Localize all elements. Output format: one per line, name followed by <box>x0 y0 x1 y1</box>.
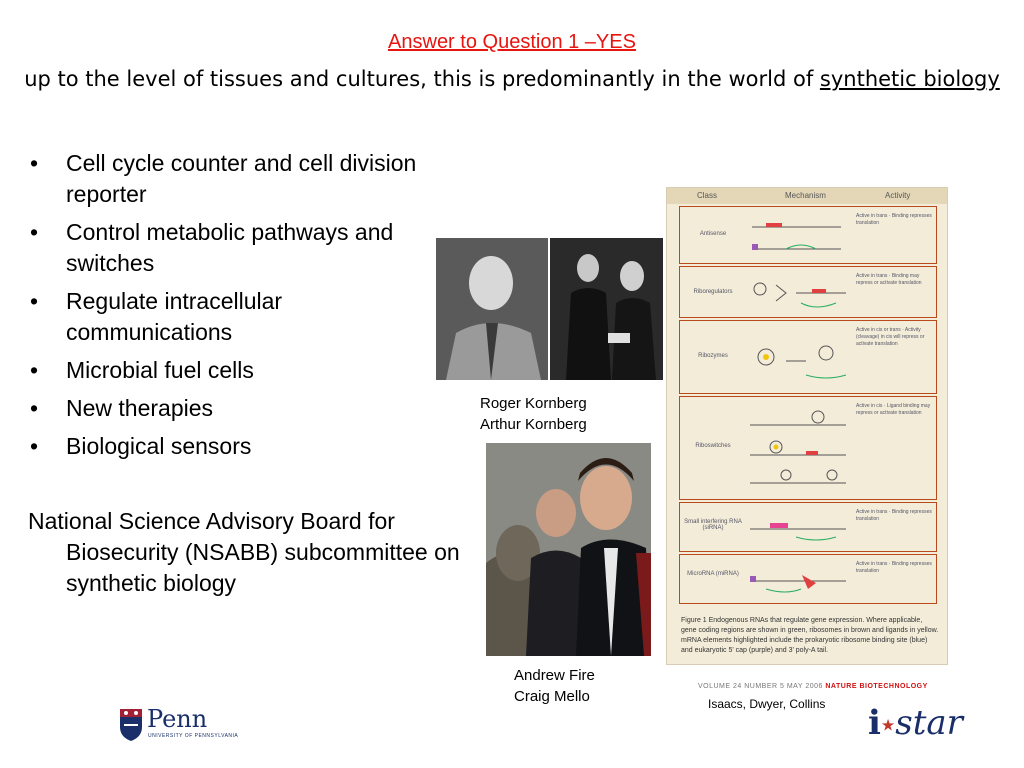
figure-row-label: Antisense <box>699 231 727 237</box>
nsabb-paragraph: National Science Advisory Board for Biosecurity (NSABB) subcommittee on synthetic biology <box>28 508 460 596</box>
bullet-text: Biological sensors <box>66 433 252 459</box>
slide-subtitle <box>20 64 1004 94</box>
figure-row-activity: Active in trans · Binding may repress or activate translation <box>856 273 922 286</box>
figure-header-cell: Activity <box>885 191 911 200</box>
figure-row-activity: Active in cis or trans · Activity (cleavage) in cis will repress or activate translation <box>856 327 925 347</box>
fire-mello-photo-image <box>486 443 651 656</box>
bullet-text: Microbial fuel cells <box>66 357 254 383</box>
bullet-glyph: • <box>30 357 39 383</box>
caption-line: Andrew Fire <box>514 667 595 684</box>
bullet-item <box>28 148 438 210</box>
bullet-glyph: • <box>30 219 39 245</box>
kornberg-photo <box>436 238 663 380</box>
sirna-diagram <box>746 513 851 545</box>
figure-row-label: Riboswitches <box>695 443 731 449</box>
figure-row <box>679 396 937 500</box>
figure-caption: Figure 1 Endogenous RNAs that regulate gene expression. Where applicable, gene coding regions are shown in green, ribosomes in brown and ligands in yellow. mRNA elements highlighted include the prokaryotic ribosome binding site (blue) and eukaryotic 5' cap (purple) and 3' poly-A tail. <box>681 617 939 654</box>
ribozyme-diagram <box>746 331 851 385</box>
kornberg-caption <box>480 393 587 435</box>
antisense-diagram <box>746 213 851 259</box>
bullet-text: New therapies <box>66 395 214 421</box>
authors-line: Isaacs, Dwyer, Collins <box>708 697 826 711</box>
istar-text: star <box>895 703 963 743</box>
bullet-item <box>28 217 438 279</box>
fire-mello-photo <box>486 443 651 656</box>
bullet-item <box>28 286 438 348</box>
bullet-text: Regulate intracellular communications <box>66 288 283 345</box>
figure-row-label: Small interfering RNA (siRNA) <box>684 519 742 531</box>
figure-row <box>679 320 937 394</box>
istar-star-icon: ★ <box>880 715 896 735</box>
penn-wordmark: Penn <box>147 705 208 733</box>
figure-row-activity: Active in trans · Binding represses translation <box>856 509 932 522</box>
caption-line: Craig Mello <box>514 688 590 705</box>
figure-header <box>667 188 947 204</box>
bullet-glyph: • <box>30 433 39 459</box>
mirna-diagram <box>746 565 851 597</box>
figure-row-activity: Active in cis · Ligand binding may repress or activate translation <box>856 403 931 416</box>
bullet-item <box>28 431 438 462</box>
figure-row <box>679 206 937 264</box>
bullet-text: Cell cycle counter and cell division reporter <box>66 150 417 207</box>
slide-title: Answer to Question 1 –YES <box>388 31 636 53</box>
rna-regulation-figure <box>666 187 948 665</box>
subtitle-text: up to the level of tissues and cultures, this is predominantly in the world of <box>24 67 814 91</box>
riboswitch-diagram <box>746 403 851 495</box>
figure-row <box>679 554 937 604</box>
figure-header-cell: Mechanism <box>785 191 826 200</box>
figure-row-label: Ribozymes <box>698 353 728 359</box>
journal-name: NATURE BIOTECHNOLOGY <box>825 683 928 690</box>
journal-citation <box>698 683 928 690</box>
figure-row <box>679 502 937 552</box>
figure-row-activity: Active in trans · Binding represses translation <box>856 213 932 226</box>
bullet-item <box>28 393 438 424</box>
journal-issue: VOLUME 24 NUMBER 5 MAY 2006 <box>698 683 823 690</box>
bullet-glyph: • <box>30 288 39 314</box>
riboregulator-diagram <box>746 273 851 313</box>
penn-subtitle: UNIVERSITY OF PENNSYLVANIA <box>148 733 239 739</box>
bullet-text: Control metabolic pathways and switches <box>66 219 394 276</box>
figure-row <box>679 266 937 318</box>
bullet-glyph: • <box>30 395 39 421</box>
istar-i: i <box>868 703 881 743</box>
bullet-list <box>28 148 438 469</box>
caption-line: Arthur Kornberg <box>480 416 587 433</box>
istar-logo <box>868 703 963 743</box>
figure-row-label: Riboregulators <box>693 289 733 295</box>
bullet-glyph: • <box>30 150 39 176</box>
subtitle-underlined: synthetic biology <box>819 67 1000 91</box>
figure-row-label: MicroRNA (miRNA) <box>687 571 739 577</box>
kornberg-photo-image <box>436 238 663 380</box>
caption-line: Roger Kornberg <box>480 395 587 412</box>
bullet-item <box>28 355 438 386</box>
figure-header-cell: Class <box>697 191 718 200</box>
fire-mello-caption <box>514 665 595 707</box>
figure-row-activity: Active in trans · Binding represses translation <box>856 561 932 574</box>
